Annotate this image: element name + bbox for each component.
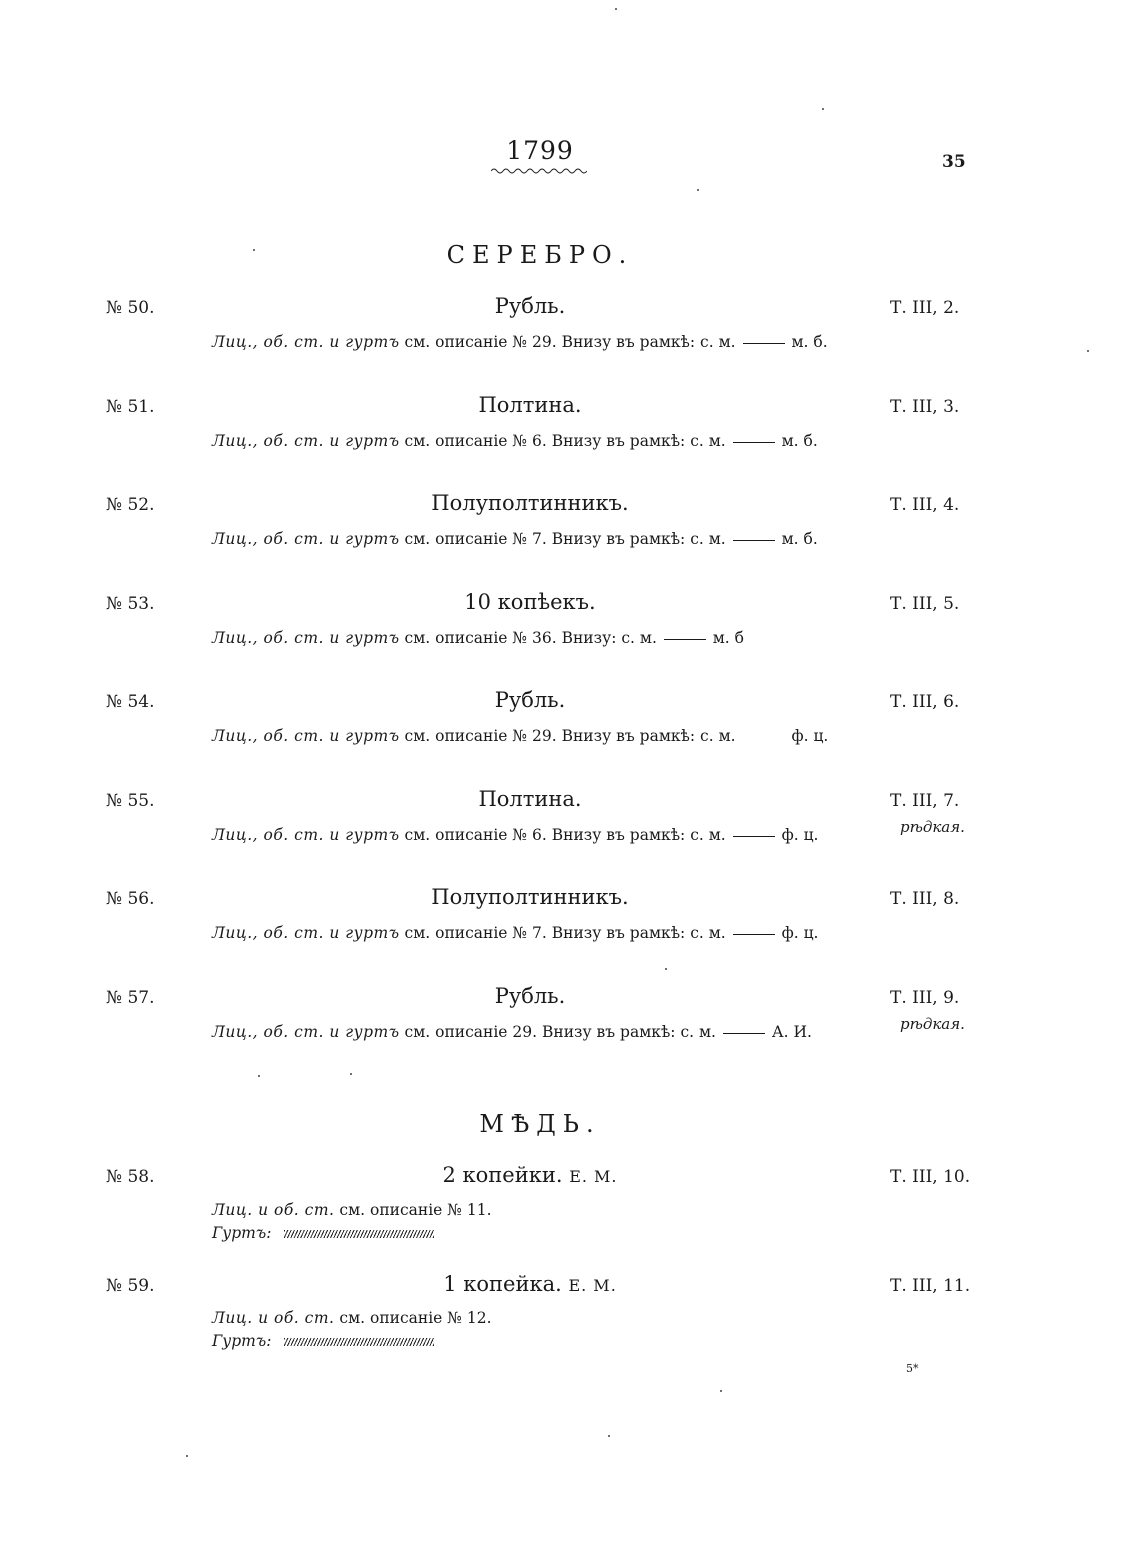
desc-italic: Лиц., об. ст. и гуртъ <box>212 727 400 745</box>
plate-reference: Т. III, 10. <box>890 1167 971 1187</box>
entry-description <box>212 1309 492 1327</box>
dash-rule <box>733 442 775 443</box>
dash-rule <box>723 1033 765 1034</box>
desc-tail: ф. ц. <box>781 826 819 844</box>
entry-title: 1 копейка. <box>443 1272 562 1296</box>
desc-text: см. описаніе № 7. Внизу въ рамкѣ: с. м. <box>404 924 726 942</box>
entry-number: № 52. <box>106 495 155 515</box>
entry-number: № 59. <box>106 1276 155 1296</box>
plate-reference: Т. III, 7. <box>890 791 960 811</box>
desc-tail: м. б. <box>781 530 818 548</box>
entry-description <box>212 1023 812 1041</box>
entry-title: Полтина. <box>478 787 582 811</box>
entry-number: № 53. <box>106 594 155 614</box>
signature-mark: 5* <box>906 1362 919 1375</box>
dash-rule <box>664 639 706 640</box>
mint-mark: Е. М. <box>569 1167 618 1186</box>
scan-speck <box>822 108 824 110</box>
section-title-silver: СЕРЕБРО. <box>446 241 634 269</box>
plate-reference: Т. III, 4. <box>890 495 960 515</box>
scan-speck <box>350 1073 352 1075</box>
entry-description <box>212 924 818 942</box>
scan-speck <box>258 1075 260 1077</box>
scan-speck <box>697 189 699 191</box>
edge-hatching <box>284 1230 434 1238</box>
rarity-note: рѣдкая. <box>900 1015 965 1033</box>
entry-title: Полтина. <box>478 393 582 417</box>
desc-italic: Лиц., об. ст. и гуртъ <box>212 1023 400 1041</box>
entry-number: № 56. <box>106 889 155 909</box>
entry-title: 10 копѣекъ. <box>464 590 596 614</box>
desc-italic: Лиц., об. ст. и гуртъ <box>212 333 400 351</box>
desc-text: см. описаніе № 7. Внизу въ рамкѣ: с. м. <box>404 530 726 548</box>
page-number: 35 <box>942 152 966 172</box>
desc-tail: м. б. <box>781 432 818 450</box>
entry-number: № 55. <box>106 791 155 811</box>
entry-number: № 57. <box>106 988 155 1008</box>
entry-number: № 50. <box>106 298 155 318</box>
entry-description <box>212 1201 492 1219</box>
entry-description <box>212 530 818 548</box>
dash-rule <box>733 934 775 935</box>
plate-reference: Т. III, 6. <box>890 692 960 712</box>
scan-speck <box>608 1435 610 1437</box>
desc-text: см. описаніе № 29. Внизу въ рамкѣ: с. м. <box>404 333 736 351</box>
desc-tail: м. б <box>712 629 744 647</box>
desc-italic: Лиц., об. ст. и гуртъ <box>212 924 400 942</box>
plate-reference: Т. III, 3. <box>890 397 960 417</box>
plate-reference: Т. III, 11. <box>890 1276 971 1296</box>
entry-description <box>212 333 828 351</box>
edge-description <box>212 1224 434 1242</box>
scan-speck <box>1087 350 1089 352</box>
entry-number: № 51. <box>106 397 155 417</box>
dash-rule <box>743 343 785 344</box>
desc-italic: Лиц., об. ст. и гуртъ <box>212 629 400 647</box>
edge-label: Гуртъ: <box>212 1332 272 1350</box>
entry-description <box>212 432 818 450</box>
desc-italic: Лиц. и об. ст. <box>212 1201 335 1219</box>
scan-speck <box>615 8 617 10</box>
desc-text: см. описаніе № 6. Внизу въ рамкѣ: с. м. <box>404 826 726 844</box>
edge-hatching <box>284 1338 434 1346</box>
mint-mark: Е. М. <box>568 1276 617 1295</box>
entry-description <box>212 826 818 844</box>
dash-rule <box>733 836 775 837</box>
entry-number: № 58. <box>106 1167 155 1187</box>
entry-title: Рубль. <box>494 294 566 318</box>
desc-text: см. описаніе № 11. <box>339 1201 492 1219</box>
desc-text: см. описаніе № 6. Внизу въ рамкѣ: с. м. <box>404 432 726 450</box>
scan-speck <box>665 968 667 970</box>
entry-title-row <box>230 1272 830 1296</box>
desc-text: см. описаніе № 29. Внизу въ рамкѣ: с. м. <box>404 727 736 745</box>
desc-italic: Лиц., об. ст. и гуртъ <box>212 826 400 844</box>
entry-description <box>212 727 828 745</box>
plate-reference: Т. III, 2. <box>890 298 960 318</box>
entry-description <box>212 629 744 647</box>
section-title-copper: МѢДЬ. <box>479 1110 601 1138</box>
entry-title: Полуполтинникъ. <box>431 885 629 909</box>
entry-title-row <box>230 1163 830 1187</box>
entry-title: Рубль. <box>494 688 566 712</box>
desc-tail: А. И. <box>771 1023 812 1041</box>
dash-rule <box>733 540 775 541</box>
entry-title: Рубль. <box>494 984 566 1008</box>
scan-speck <box>186 1455 188 1457</box>
desc-text: см. описаніе № 12. <box>339 1309 492 1327</box>
edge-label: Гуртъ: <box>212 1224 272 1242</box>
rarity-note: рѣдкая. <box>900 818 965 836</box>
edge-description <box>212 1332 434 1350</box>
scan-speck <box>720 1390 722 1392</box>
desc-tail: ф. ц. <box>781 924 819 942</box>
desc-text: см. описаніе 29. Внизу въ рамкѣ: с. м. <box>404 1023 716 1041</box>
plate-reference: Т. III, 5. <box>890 594 960 614</box>
plate-reference: Т. III, 9. <box>890 988 960 1008</box>
scan-speck <box>253 249 255 251</box>
desc-tail: м. б. <box>791 333 828 351</box>
desc-text: см. описаніе № 36. Внизу: с. м. <box>404 629 657 647</box>
entry-number: № 54. <box>106 692 155 712</box>
year-heading: 1799 <box>506 136 574 165</box>
desc-italic: Лиц., об. ст. и гуртъ <box>212 432 400 450</box>
desc-italic: Лиц., об. ст. и гуртъ <box>212 530 400 548</box>
plate-reference: Т. III, 8. <box>890 889 960 909</box>
entry-title: Полуполтинникъ. <box>431 491 629 515</box>
desc-italic: Лиц. и об. ст. <box>212 1309 335 1327</box>
desc-tail: ф. ц. <box>791 727 829 745</box>
entry-title: 2 копейки. <box>442 1163 563 1187</box>
wavy-underline <box>491 166 587 176</box>
